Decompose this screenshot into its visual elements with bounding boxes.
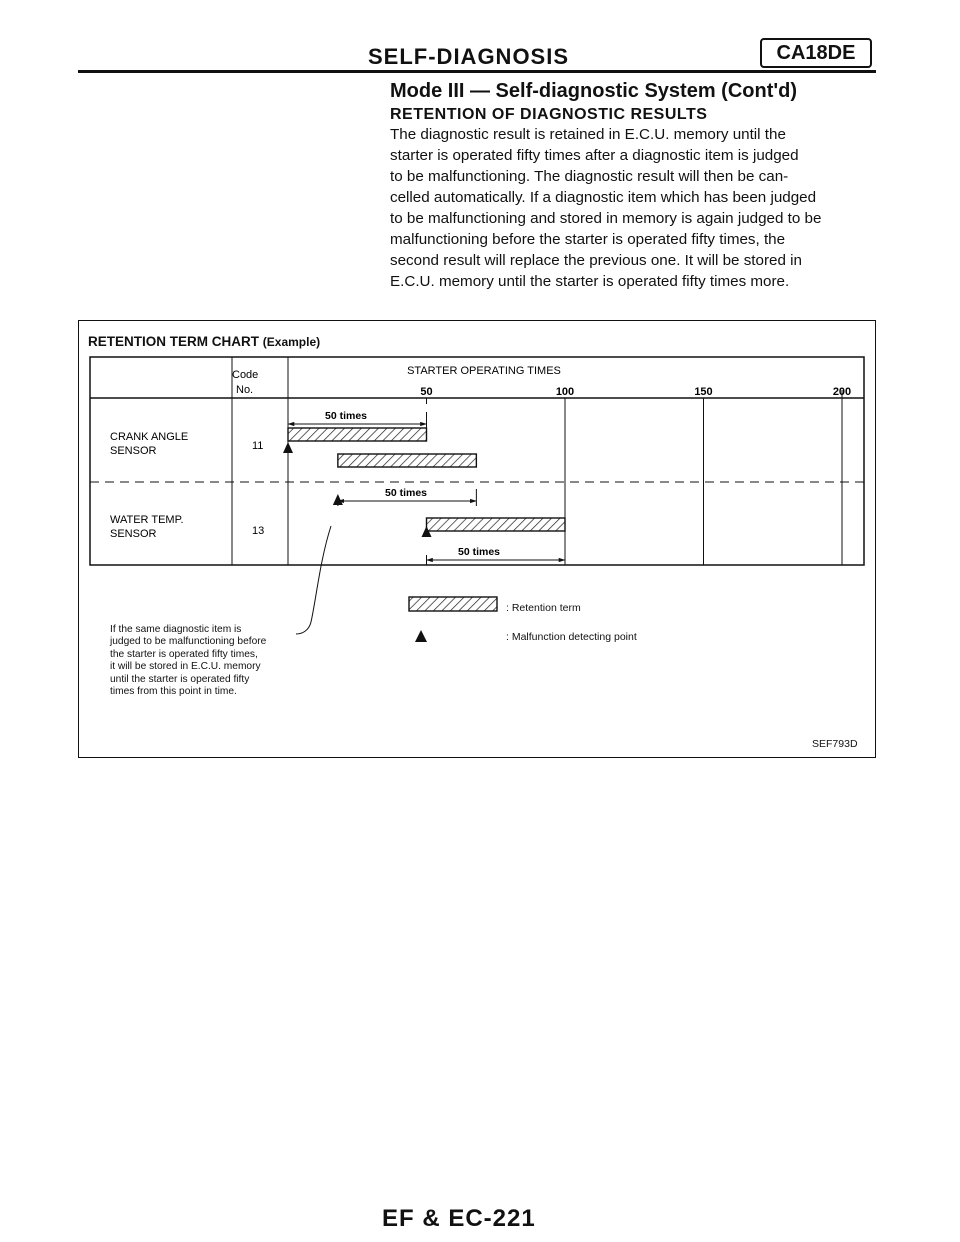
tick-label: 200	[832, 386, 852, 398]
retention-bar	[427, 518, 566, 531]
chart-title-suffix: (Example)	[262, 335, 321, 349]
interval-label-3: 50 times	[458, 546, 501, 558]
axis-label: STARTER OPERATING TIMES	[407, 365, 561, 377]
interval-label-1: 50 times	[325, 410, 368, 422]
section-title: SELF-DIAGNOSIS	[368, 44, 570, 69]
note-line: If the same diagnostic item is	[110, 624, 242, 635]
row-label-line1: WATER TEMP.	[110, 514, 184, 526]
code-header-line1: Code	[232, 369, 259, 381]
tick-label: 50	[420, 386, 433, 398]
chart-title-text: RETENTION TERM CHART	[88, 334, 259, 349]
page-number: EF & EC-221	[382, 1205, 536, 1232]
malfunction-marker	[283, 442, 293, 453]
row-code: 11	[252, 440, 264, 452]
note-text	[110, 624, 370, 698]
tick-label: 100	[555, 386, 575, 398]
row-label-line1: CRANK ANGLE	[110, 431, 189, 443]
legend-malfunction-marker	[415, 630, 427, 642]
paragraph-line: to be malfunctioning. The diagnostic result will then be can-	[390, 168, 789, 185]
mode-title: Mode III — Self-diagnostic System (Cont'd)	[390, 80, 798, 102]
paragraph-line: E.C.U. memory until the starter is operated fifty times more.	[390, 273, 790, 290]
note-pointer-line	[296, 526, 331, 634]
row-label-line2: SENSOR	[110, 528, 157, 540]
engine-code-badge: CA18DE	[760, 38, 872, 68]
note-line: it will be stored in E.C.U. memory	[110, 661, 261, 673]
figure-code: SEF793D	[812, 738, 858, 750]
note-line: times from this point in time.	[110, 686, 237, 698]
paragraph-line: celled automatically. If a diagnostic item which has been judged	[390, 189, 817, 206]
paragraph-line: to be malfunctioning and stored in memory is again judged to be	[390, 210, 822, 227]
note-line: judged to be malfunctioning before	[110, 636, 267, 648]
code-header-line2: No.	[236, 384, 254, 396]
note-line: until the starter is operated fifty	[110, 673, 250, 685]
note-line: the starter is operated fifty times,	[110, 648, 258, 660]
interval-label-2: 50 times	[385, 487, 428, 499]
legend-retention-label: : Retention term	[506, 602, 581, 614]
paragraph-line: starter is operated fifty times after a diagnostic item is judged	[390, 147, 799, 164]
retention-bar	[338, 454, 477, 467]
row-label-line2: SENSOR	[110, 445, 157, 457]
paragraph-line: malfunctioning before the starter is operated fifty times, the	[390, 231, 786, 248]
paragraph-line: second result will replace the previous one. It will be stored in	[390, 252, 802, 269]
row-code: 13	[252, 525, 265, 537]
retention-heading: RETENTION OF DIAGNOSTIC RESULTS	[390, 106, 708, 123]
paragraph-line: The diagnostic result is retained in E.C.U. memory until the	[390, 126, 786, 143]
legend-retention-swatch	[409, 597, 497, 611]
legend-malfunction-label: : Malfunction detecting point	[506, 631, 637, 643]
tick-label: 150	[694, 386, 713, 398]
retention-bar	[288, 428, 427, 441]
